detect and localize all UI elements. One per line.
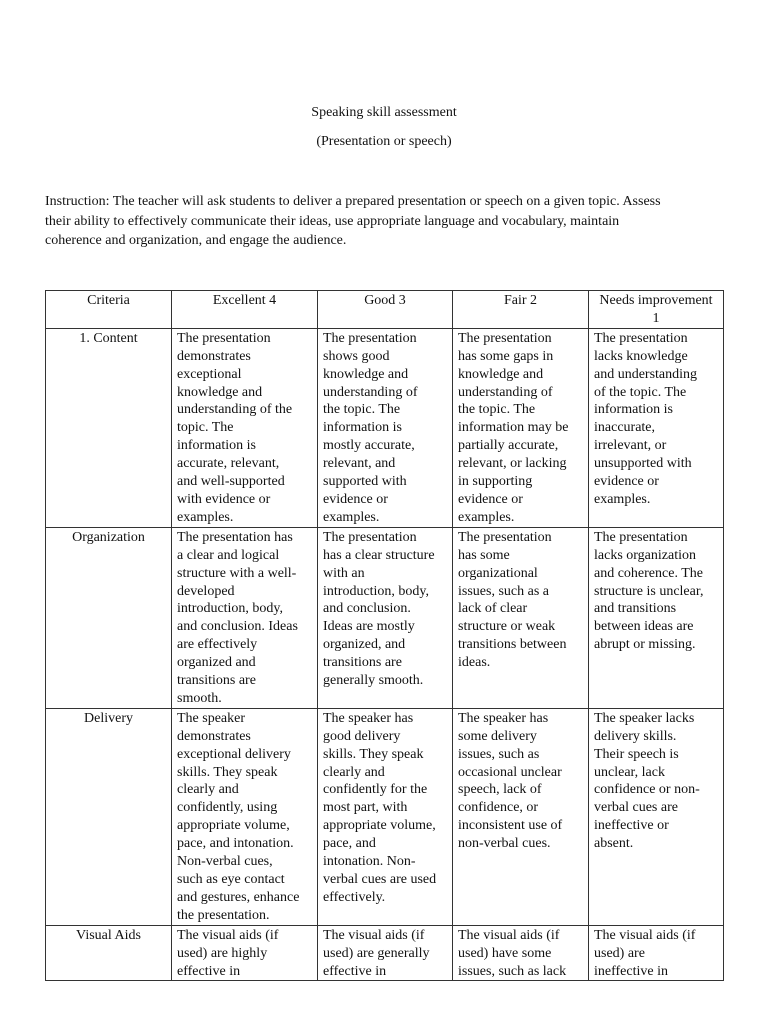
cell-line: some delivery [458, 728, 537, 744]
cell-line: lacks organization [594, 547, 696, 563]
cell-line: examples. [323, 509, 380, 525]
cell-line: structure is unclear, [594, 583, 704, 599]
cell-line: understanding of the [177, 402, 293, 418]
cell-line: generally smooth. [323, 673, 424, 689]
column-header [589, 291, 724, 329]
cell-line: understanding of [458, 384, 553, 400]
cell-line: lacks knowledge [594, 348, 688, 364]
cell-line: issues, such as lack [458, 963, 567, 979]
cell-line: examples. [594, 491, 651, 507]
cell-line: The presentation [323, 330, 417, 346]
cell-line: ineffective in [594, 963, 668, 979]
cell-line: such as eye contact [177, 872, 285, 887]
cell-line: absent. [594, 836, 634, 852]
cell-line: irrelevant, or [594, 438, 667, 454]
instruction-line: Instruction: The teacher will ask students to deliver a prepared presentation or speech on a given topic. Assess [45, 194, 661, 209]
cell-line: Non-verbal cues, [177, 854, 273, 870]
rubric-table [45, 290, 724, 981]
cell-line: ideas. [458, 655, 491, 671]
cell-line: transitions are [177, 673, 256, 689]
cell-line: ineffective or [594, 818, 669, 834]
instruction-line: their ability to effectively communicate their ideas, use appropriate language and vocabulary, maintain [45, 213, 620, 229]
cell-line: introduction, body, [177, 601, 284, 617]
cell-line: structure with a well- [177, 565, 297, 581]
cell-line: pace, and [323, 836, 376, 852]
criteria-cell: 1. Content [46, 328, 172, 527]
cell-line: introduction, body, [323, 583, 430, 599]
cell-line: organizational [458, 565, 538, 581]
cell-line: The presentation [594, 529, 688, 545]
cell-line: transitions are [323, 655, 402, 671]
header-row [46, 291, 724, 329]
cell-line: The presentation [458, 330, 552, 346]
cell-line: smooth. [177, 690, 222, 706]
cell-line: supported with [323, 474, 407, 490]
header-line: Good 3 [364, 293, 406, 308]
cell-line: confidence or non- [594, 782, 700, 798]
cell-line: between ideas are [594, 619, 694, 635]
table-row [46, 328, 724, 527]
cell-line: delivery skills. [594, 728, 677, 744]
cell-line: with evidence or [177, 491, 271, 507]
instruction-paragraph [45, 192, 725, 251]
cell-line: used) have some [458, 945, 552, 961]
cell-line: issues, such as a [458, 583, 549, 599]
cell-line: The visual aids (if [594, 927, 696, 943]
cell-line: the topic. The [323, 402, 401, 418]
cell-line: the topic. The [458, 402, 536, 418]
cell-line: and conclusion. [323, 601, 411, 617]
criteria-cell: Visual Aids [46, 925, 172, 981]
cell-line: a clear and logical [177, 547, 280, 563]
descriptor-cell [589, 328, 724, 527]
cell-line: confidence, or [458, 800, 539, 816]
cell-line: verbal cues are used [323, 872, 437, 887]
cell-line: accurate, relevant, [177, 456, 280, 472]
descriptor-cell [318, 925, 453, 981]
cell-line: and understanding [594, 366, 698, 382]
cell-line: occasional unclear [458, 764, 562, 780]
cell-line: examples. [177, 509, 234, 525]
cell-line: and gestures, enhance [177, 889, 300, 905]
cell-line: issues, such as [458, 746, 540, 762]
cell-line: confidently for the [323, 782, 428, 798]
descriptor-cell [589, 925, 724, 981]
header-line: Criteria [87, 293, 130, 308]
cell-line: inconsistent use of [458, 818, 563, 834]
cell-line: pace, and intonation. [177, 836, 294, 852]
cell-line: evidence or [594, 474, 659, 490]
cell-line: of the topic. The [594, 384, 687, 400]
cell-line: clearly and [323, 764, 385, 780]
cell-line: The presentation [594, 330, 688, 346]
table-row [46, 527, 724, 708]
cell-line: The speaker lacks [594, 710, 695, 726]
cell-line: with an [323, 565, 365, 581]
column-header [172, 291, 318, 329]
cell-line: used) are [594, 945, 645, 961]
cell-line: Their speech is [594, 746, 679, 762]
cell-line: has a clear structure [323, 547, 435, 563]
cell-line: The presentation [177, 330, 271, 346]
cell-line: relevant, and [323, 456, 396, 472]
criteria-cell: Delivery [46, 708, 172, 925]
cell-line: appropriate volume, [323, 818, 436, 834]
descriptor-cell [453, 328, 589, 527]
cell-line: The visual aids (if [177, 927, 279, 943]
cell-line: The speaker has [323, 710, 414, 726]
header-line: Fair 2 [503, 293, 538, 308]
cell-line: inaccurate, [594, 420, 656, 436]
cell-line: appropriate volume, [177, 818, 290, 834]
cell-line: knowledge and [177, 384, 263, 400]
cell-line: structure or weak [458, 619, 556, 635]
column-header [453, 291, 589, 329]
descriptor-cell [172, 925, 318, 981]
cell-line: evidence or [323, 491, 388, 507]
cell-line: knowledge and [458, 366, 544, 382]
cell-line: the presentation. [177, 907, 270, 923]
cell-line: The visual aids (if [323, 927, 425, 943]
table-row [46, 925, 724, 981]
cell-line: skills. They speak [177, 764, 278, 780]
cell-line: speech, lack of [458, 782, 542, 798]
descriptor-cell [453, 527, 589, 708]
cell-line: effectively. [323, 889, 386, 905]
cell-line: unsupported with [594, 456, 692, 472]
cell-line: has some [458, 547, 510, 563]
descriptor-cell [453, 708, 589, 925]
cell-line: and transitions [594, 601, 677, 617]
cell-line: The presentation has [177, 529, 293, 545]
cell-line: relevant, or lacking [458, 456, 567, 472]
cell-line: lack of clear [458, 601, 528, 617]
criteria-cell: Organization [46, 527, 172, 708]
cell-line: information may be [458, 420, 569, 436]
cell-line: verbal cues are [594, 800, 678, 816]
cell-line: most part, with [323, 800, 408, 816]
descriptor-cell [589, 708, 724, 925]
descriptor-cell [172, 328, 318, 527]
header-line: 1 [652, 310, 660, 326]
cell-line: mostly accurate, [323, 438, 415, 454]
cell-line: good delivery [323, 728, 401, 744]
descriptor-cell [453, 925, 589, 981]
cell-line: abrupt or missing. [594, 637, 696, 653]
cell-line: information is [594, 402, 673, 418]
cell-line: and well-supported [177, 474, 285, 490]
table-row [46, 708, 724, 925]
cell-line: confidently, using [177, 800, 278, 816]
cell-line: topic. The [177, 420, 234, 436]
cell-line: The speaker [177, 710, 246, 726]
header-line: Excellent 4 [212, 293, 277, 308]
descriptor-cell [318, 328, 453, 527]
cell-line: The visual aids (if [458, 927, 560, 943]
cell-line: The presentation [323, 529, 417, 545]
cell-line: examples. [458, 509, 515, 525]
cell-line: are effectively [177, 637, 258, 653]
cell-line: shows good [323, 348, 390, 364]
cell-line: knowledge and [323, 366, 409, 382]
cell-line: effective in [177, 963, 241, 979]
cell-line: partially accurate, [458, 438, 559, 454]
cell-line: information is [323, 420, 402, 436]
cell-line: The presentation [458, 529, 552, 545]
column-header [46, 291, 172, 329]
cell-line: demonstrates [177, 728, 251, 744]
cell-line: clearly and [177, 782, 239, 798]
cell-line: developed [177, 583, 235, 599]
document-subtitle: (Presentation or speech) [316, 134, 452, 149]
cell-line: understanding of [323, 384, 418, 400]
cell-line: transitions between [458, 637, 567, 653]
cell-line: organized and [177, 655, 256, 671]
cell-line: exceptional [177, 366, 242, 382]
cell-line: and conclusion. Ideas [177, 619, 298, 635]
cell-line: demonstrates [177, 348, 251, 364]
cell-line: intonation. Non- [323, 854, 416, 870]
cell-line: evidence or [458, 491, 523, 507]
cell-line: non-verbal cues. [458, 836, 551, 852]
cell-line: information is [177, 438, 256, 454]
cell-line: exceptional delivery [177, 746, 291, 762]
cell-line: and coherence. The [594, 565, 703, 581]
document-title: Speaking skill assessment [311, 105, 457, 120]
descriptor-cell [589, 527, 724, 708]
cell-line: skills. They speak [323, 746, 424, 762]
descriptor-cell [318, 708, 453, 925]
cell-line: used) are highly [177, 945, 268, 961]
cell-line: in supporting [458, 474, 533, 490]
cell-line: has some gaps in [458, 348, 554, 364]
descriptor-cell [172, 708, 318, 925]
cell-line: effective in [323, 963, 387, 979]
cell-line: unclear, lack [594, 764, 665, 780]
descriptor-cell [318, 527, 453, 708]
column-header [318, 291, 453, 329]
cell-line: Ideas are mostly [323, 619, 415, 635]
instruction-line: coherence and organization, and engage the audience. [45, 233, 347, 249]
header-line: Needs improvement [599, 293, 713, 308]
cell-line: organized, and [323, 637, 406, 653]
descriptor-cell [172, 527, 318, 708]
cell-line: used) are generally [323, 945, 430, 961]
cell-line: The speaker has [458, 710, 549, 726]
